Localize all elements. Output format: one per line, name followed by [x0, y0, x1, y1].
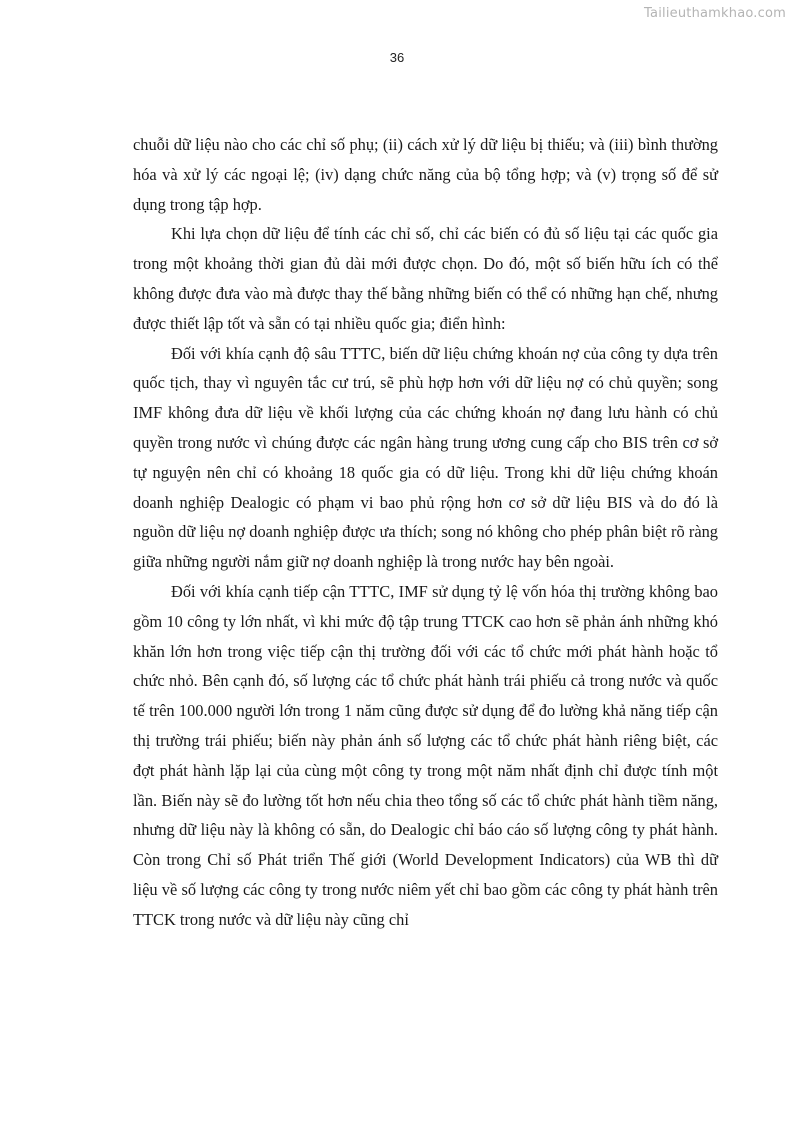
paragraph-data-selection: Khi lựa chọn dữ liệu để tính các chỉ số, chỉ các biến có đủ số liệu tại các quốc gia trong một khoảng thời gian đủ dài mới được chọn. Do đó, một số biến hữu ích có thể không được đưa vào mà được thay thế bằng những biến có thể có những hạn chế, nhưng được thiết lập tốt và sẵn có tại nhiều quốc gia; điển hình: — [133, 224, 718, 333]
watermark: Tailieuthamkhao.com — [644, 6, 786, 21]
paragraph-access: Đối với khía cạnh tiếp cận TTTC, IMF sử dụng tỷ lệ vốn hóa thị trường không bao gồm 10 công ty lớn nhất, vì khi mức độ tập trung TTCK cao hơn sẽ phản ánh những khó khăn lớn hơn trong việc tiếp cận thị trường đối với các tổ chức mới phát hành hoặc tổ chức nhỏ. Bên cạnh đó, số lượng các tổ chức phát hành trái phiếu cả trong nước và quốc tế trên 100.000 người lớn trong 1 năm cũng được sử dụng để đo lường khả năng tiếp cận thị trường trái phiếu; biến này phản ánh số lượng các tổ chức phát hành riêng biệt, các đợt phát hành lặp lại của cùng một công ty trong một năm nhất định chỉ được tính một lần. Biến này sẽ đo lường tốt hơn nếu chia theo tổng số các tổ chức phát hành tiềm năng, nhưng dữ liệu này là không có sẵn, do Dealogic chỉ báo cáo số lượng công ty phát hành. Còn trong Chỉ số Phát triển Thế giới (World Development Indicators) của WB thì dữ liệu về số lượng các công ty trong nước niêm yết chỉ bao gồm các công ty phát hành trên TTCK trong nước và dữ liệu này cũng chỉ — [133, 581, 718, 929]
paragraph-depth: Đối với khía cạnh độ sâu TTTC, biến dữ liệu chứng khoán nợ của công ty dựa trên quốc tịch, thay vì nguyên tắc cư trú, sẽ phù hợp hơn với dữ liệu nợ có chủ quyền; song IMF không đưa dữ liệu về khối lượng của các chứng khoán nợ đang lưu hành có chủ quyền trong nước vì chúng được các ngân hàng trung ương cung cấp cho BIS trên cơ sở tự nguyện nên chỉ có khoảng 18 quốc gia có dữ liệu. Trong khi dữ liệu chứng khoán doanh nghiệp Dealogic có phạm vi bao phủ rộng hơn cơ sở dữ liệu BIS và do đó là nguồn dữ liệu nợ doanh nghiệp được ưa thích; song nó không cho phép phân biệt rõ ràng giữa những người nắm giữ nợ doanh nghiệp là trong nước hay bên ngoài. — [133, 343, 718, 572]
page-number: 36 — [389, 50, 405, 65]
document-body — [133, 130, 718, 935]
paragraph-continuation: chuỗi dữ liệu nào cho các chỉ số phụ; (ii) cách xử lý dữ liệu bị thiếu; và (iii) bình thường hóa và xử lý các ngoại lệ; (iv) dạng chức năng của bộ tổng hợp; và (v) trọng số để sử dụng trong tập hợp. — [133, 135, 718, 214]
